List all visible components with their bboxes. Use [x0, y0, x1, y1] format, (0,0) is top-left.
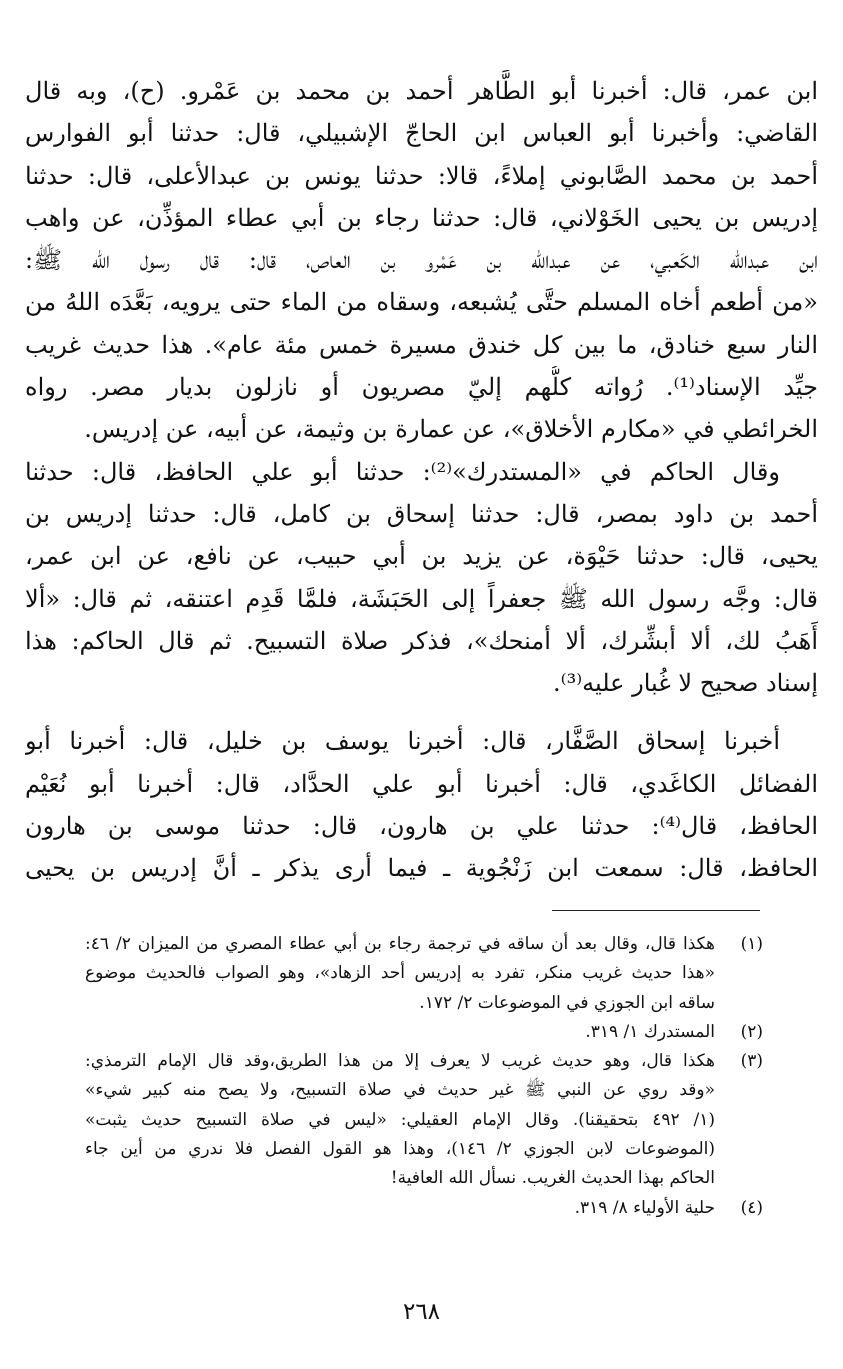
footnote-number: (١) [740, 934, 763, 954]
footnote-line: «وقد روي عن النبي ﷺ غير حديث في صلاة التسبيح، ولا يصح منه كبير شيء» [85, 1080, 715, 1101]
footnote [85, 930, 763, 1018]
text-line: ابن عبدالله الكَعبي، عن عبدالله بن عَمْرو بن العاص، قال: قال رسول الله ﷺ: [25, 246, 818, 275]
footnote-line: ساقه ابن الجوزي في الموضوعات ٢/ ١٧٢. [419, 992, 715, 1013]
text-line: «من أطعم أخاه المسلم حتَّى يُشبعه، وسقاه من الماء حتى يرويه، بَعَّدَه اللهُ من [25, 288, 818, 317]
footnote-line: «هذا حديث غريب منكر، تفرد به إدريس أحد الزهاد»، وهو الصواب فالحديث موضوع [85, 963, 715, 984]
text-line: قال: وجَّه رسول الله ﷺ جعفراً إلى الحَبَشَة، فلمَّا قَدِم اعتنقه، ثم قال: «ألا [25, 584, 818, 613]
main-text [25, 70, 818, 890]
text-line: جيِّد الإسناد⁽¹⁾. رُواته كلُّهم إليّ مصريون أو نازلون بديار مصر. رواه [25, 373, 818, 402]
text-line: يحيى، قال: حدثنا حَيْوَة، عن يزيد بن أبي حبيب، عن نافع، عن ابن عمر، [25, 542, 818, 571]
text-line: أحمد بن داود بمصر، قال: حدثنا إسحاق بن كامل، قال: حدثنا إدريس بن [25, 499, 818, 528]
text-line: النار سبع خنادق، ما بين كل خندق مسيرة خمس مئة عام». هذا حديث غريب [25, 330, 818, 359]
text-line: الخرائطي في «مكارم الأخلاق»، عن عمارة بن وثيمة، عن أبيه، عن إدريس. [84, 415, 818, 444]
footnote-line: (الموضوعات لابن الجوزي ٢/ ١٤٦)، وهذا هو القول الفصل فلا ندري من أين جاء [85, 1139, 715, 1160]
footnote-separator [552, 910, 760, 911]
footnote-body [85, 1047, 715, 1193]
text-line: إدريس بن يحيى الخَوْلاني، قال: حدثنا رجاء بن أبي عطاء المؤذِّن، عن واهب [25, 203, 818, 232]
footnote [85, 1018, 763, 1047]
text-line: الحافظ، قال: سمعت ابن زَنْجُوية ـ فيما أرى يذكر ـ أنَّ إدريس بن يحيى [25, 854, 818, 883]
text-line: وقال الحاكم في «المستدرك»⁽²⁾: حدثنا أبو علي الحافظ، قال: حدثنا [25, 457, 780, 486]
footnote-line: (١/ ٤٩٢ بتحقيقنا). وقال الإمام العقيلي: «ليس في صلاة التسبيح حديث يثبت» [85, 1109, 715, 1130]
footnote-number: (٣) [740, 1051, 763, 1072]
text-line: إسناد صحيح لا غُبار عليه⁽³⁾. [553, 669, 818, 698]
text-line: ابن عمر، قال: أخبرنا أبو الطَّاهر أحمد بن محمد بن عَمْرو. (ح)، وبه قال [25, 77, 818, 105]
footnote-body [85, 930, 715, 1018]
footnote-body [85, 1194, 715, 1223]
text-line: القاضي: وأخبرنا أبو العباس ابن الحاجّ الإشبيلي، قال: حدثنا أبو الفوارس [25, 119, 818, 148]
footnote-line: هكذا قال، وقال بعد أن ساقه في ترجمة رجاء بن أبي عطاء المصري من الميزان ٢/ ٤٦: [85, 934, 715, 954]
text-line: أخبرنا إسحاق الصَّفَّار، قال: أخبرنا يوسف بن خليل، قال: أخبرنا أبو [25, 727, 780, 756]
footnote-line: هكذا قال، وهو حديث غريب لا يعرف إلا من هذا الطريق،وقد قال الإمام الترمذي: [85, 1051, 715, 1072]
footnotes [85, 930, 763, 1223]
footnote-line: حلية الأولياء ٨/ ٣١٩. [574, 1197, 715, 1218]
text-line: أحمد بن محمد الصَّابوني إملاءً، قالا: حدثنا يونس بن عبدالأعلى، قال: حدثنا [25, 161, 818, 190]
footnote [85, 1047, 763, 1193]
text-line: الفضائل الكاغَدي، قال: أخبرنا أبو علي الحدَّاد، قال: أخبرنا أبو نُعَيْم [25, 769, 818, 798]
footnote-line: المستدرك ١/ ٣١٩. [585, 1021, 715, 1042]
text-line: أَهَبُ لك، ألا أبشِّرك، ألا أمنحك»، فذكر صلاة التسبيح. ثم قال الحاكم: هذا [25, 626, 818, 655]
paragraph-gap [25, 704, 818, 720]
footnote-body [85, 1018, 715, 1047]
footnote-line: الحاكم بهذا الحديث الغريب. نسأل الله العافية! [390, 1168, 715, 1189]
footnote-number: (٢) [740, 1021, 763, 1042]
page-number: ٢٦٨ [402, 1299, 441, 1325]
text-line: الحافظ، قال⁽⁴⁾: حدثنا علي بن هارون، قال: حدثنا موسى بن هارون [25, 812, 818, 841]
footnote-number: (٤) [740, 1197, 763, 1218]
footnote [85, 1194, 763, 1223]
